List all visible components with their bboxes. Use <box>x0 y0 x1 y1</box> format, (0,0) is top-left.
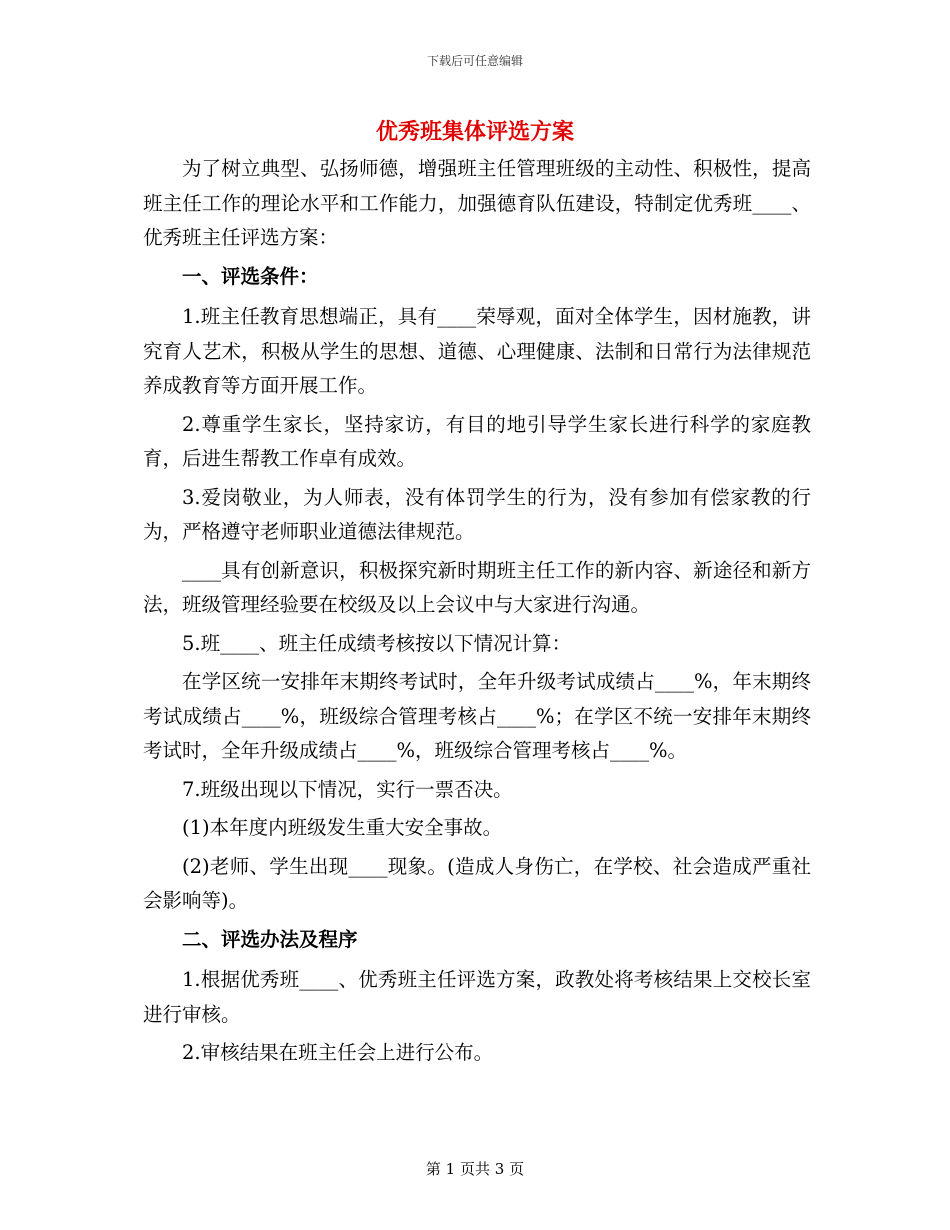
veto-item-1: (1)本年度内班级发生重大安全事故。 <box>182 816 503 839</box>
procedure-item-1: 1.根据优秀班____、优秀班主任评选方案，政教处将考核结果上交校长室进行审核。 <box>143 968 811 1026</box>
criteria-item-5: 5.班____、班主任成绩考核按以下情况计算： <box>182 631 572 655</box>
document-body <box>143 152 811 1075</box>
veto-item-2: (2)老师、学生出现____现象。(造成人身伤亡，在学校、社会造成严重社会影响等)。 <box>143 854 811 912</box>
criteria-item-3: 3.爱岗敬业，为人师表，没有体罚学生的行为，没有参加有偿家教的行为，严格遵守老师职业道德法律规范。 <box>143 485 811 543</box>
criteria-item-2: 2.尊重学生家长，坚持家访，有目的地引导学生家长进行科学的家庭教育，后进生帮教工作卓有成效。 <box>143 412 811 470</box>
document-title: 优秀班集体评选方案 <box>375 119 574 145</box>
section-heading-procedure: 二、评选办法及程序 <box>182 927 358 951</box>
score-calculation-paragraph: 在学区统一安排年末期终考试时，全年升级考试成绩占____%，年末期终考试成绩占____%，班级综合管理考核占____%；在学区不统一安排年末期终考试时，全年升级成绩占____%，班级综合管理考核占____%。 <box>143 670 811 762</box>
page-footer: 第 1 页共 3 页 <box>425 1160 525 1178</box>
section-heading-criteria: 一、评选条件： <box>182 264 319 288</box>
criteria-item-7: 7.班级出现以下情况，实行一票否决。 <box>182 777 513 801</box>
procedure-item-2: 2.审核结果在班主任会上进行公布。 <box>182 1041 494 1064</box>
criteria-item-4: ____具有创新意识，积极探究新时期班主任工作的新内容、新途径和新方法，班级管理经验要在校级及以上会议中与大家进行沟通。 <box>143 558 811 616</box>
page-header: 下载后可任意编辑 <box>426 54 523 68</box>
intro-paragraph: 为了树立典型、弘扬师德，增强班主任管理班级的主动性、积极性，提高班主任工作的理论水平和工作能力，加强德育队伍建设，特制定优秀班____、优秀班主任评选方案： <box>143 157 811 249</box>
criteria-item-1: 1.班主任教育思想端正，具有____荣辱观，面对全体学生，因材施教，讲究育人艺术，积极从学生的思想、道德、心理健康、法制和日常行为法律规范养成教育等方面开展工作。 <box>143 305 811 397</box>
